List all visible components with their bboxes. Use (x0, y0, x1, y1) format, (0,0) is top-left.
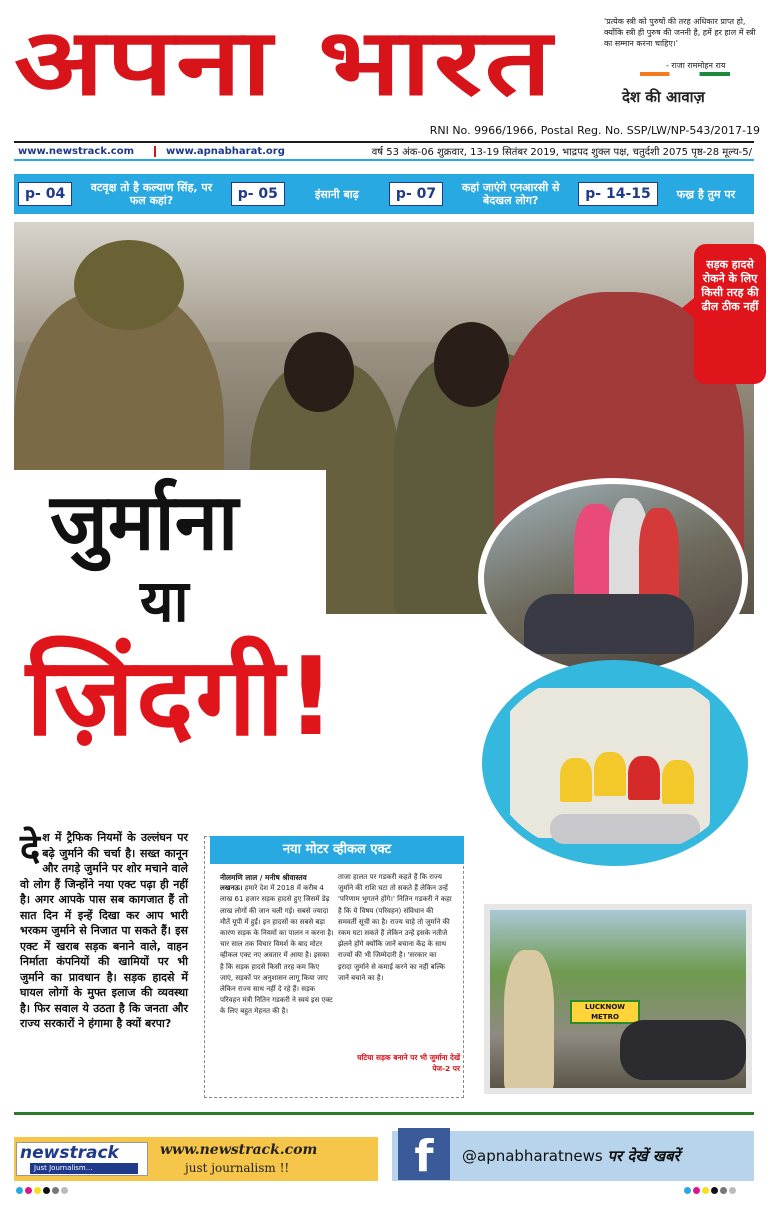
continued-on-page-note[interactable]: घटिया सड़क बनाने पर भी जुर्माना देखें पेज-2 पर (357, 1053, 460, 1073)
dateline-place: लखनऊ। (220, 884, 243, 893)
index-page-label[interactable]: p- 05 (231, 182, 285, 206)
headline-line-1: जुर्माना (50, 478, 239, 568)
index-item-text[interactable]: इंसानी बाढ़ (315, 187, 359, 201)
facebook-icon[interactable]: f (398, 1128, 450, 1180)
masthead-quote: 'प्रत्येक स्त्री को पुरुषों की तरह अधिकार प्राप्त हो, क्योंकि स्त्री ही पुरुष की जननी है, हमें हर हाल में स्त्री का सम्मान करना चाहिए।' (604, 17, 756, 48)
child-figure (628, 756, 660, 800)
gas-cylinder (550, 814, 700, 844)
apnabharat-link[interactable]: www.apnabharat.org (166, 145, 285, 157)
cyan-mark (684, 1187, 691, 1194)
child-figure (662, 760, 694, 804)
quote-author: - राजा राममोहन राय (666, 61, 726, 70)
scooter-shape (524, 594, 694, 654)
officer-cap (74, 240, 184, 330)
index-item-text[interactable]: फख्र है तुम पर (676, 187, 736, 201)
lead-text: श में ट्रैफिक नियमों के उल्लंघन पर बढ़े जुर्माने की चर्चा है। सख्त कानून और तगड़े जुर्माने पर शोर मचाने वाले वो लोग हैं जिन्होंने नया एक्ट पढ़ा ही नहीं है। अगर आपके पास सब कागजात हैं तो सात दिन में इन्हें दिखा कर आप भारी भरकम जुर्माने से निजात पा सकते हैं। इस एक्ट में खराब सड़क बनाने वाले, वाहन निर्माता कंपनियों की खामियों पर भी जुर्माने का प्रावधान है। सड़क हादसे में घायल लोगों के मुफ्त इलाज की व्यवस्था है। फिर सवाल ये उठता है कि जनता और राज्य सरकारों ने हंगामा है क्यों बरपा? (20, 831, 188, 1030)
footer-divider (14, 1112, 754, 1115)
issue-details: वर्ष 53 अंक-06 शुक्रवार, 13-19 सितंबर 2019, भाद्रपद शुक्ल पक्ष, चतुर्दशी 2075 पृष्ठ-28 मूल्य-5/ (371, 147, 752, 158)
gray-mark (52, 1187, 59, 1194)
metro-sign: LUCKNOW METRO (570, 1000, 640, 1024)
policewoman-head (434, 322, 509, 407)
article-box-heading: नया मोटर व्हीकल एक्ट (210, 836, 464, 864)
newstrack-link[interactable]: www.newstrack.com (14, 146, 156, 157)
newstrack-tagline: just journalism !! (185, 1161, 290, 1175)
index-item-text[interactable]: वटवृक्ष तो है कल्याण सिंह, पर फल कहां? (90, 181, 213, 207)
traffic-cop-figure (504, 950, 554, 1090)
newstrack-logo-text: newstrack (20, 1143, 119, 1163)
callout-badge: सड़क हादसे रोकने के लिए किसी तरह की ढील ठीक नहीं (694, 244, 766, 384)
index-item-text[interactable]: कहां जाएंगे एनआरसी से बेदखल लोग? (461, 181, 560, 207)
lightgray-mark (729, 1187, 736, 1194)
policewoman-head (284, 332, 354, 412)
newspaper-title: अपना भारत (14, 9, 555, 116)
web-strip (14, 141, 754, 161)
tagline: देश की आवाज़ (622, 88, 705, 106)
scooter-family-photo (478, 478, 748, 678)
rni-number: RNI No. 9966/1966, Postal Reg. No. SSP/LW/NP-543/2017-19 (429, 124, 760, 137)
black-mark (711, 1187, 718, 1194)
traffic-police-photo (484, 904, 752, 1094)
headline-line-2: या (140, 567, 189, 635)
column-2-text: ताजा हालत पर गडकरी कहते हैं कि राज्य जुर्माने की राशि घटा तो सकते हैं लेकिन उन्हें 'परिणाम भुगतने होंगे।' नितिन गडकरी ने कहा है कि ये विषय (परिवहन) संविधान की समवर्ती सूची का है। राज्य चाहे तो जुर्माने की रकम घटा सकते हैं लेकिन उन्हें इसके नतीजे झेलने होंगे क्योंकि जानें बचाना केंद्र के साथ राज्यों की भी जिम्मेदारी है। 'सरकार का इरादा जुर्माने से कमाई करने का नहीं बल्कि जानें बचाने का है। (338, 873, 452, 982)
child-figure (560, 758, 592, 802)
registration-marks-left (16, 1187, 68, 1194)
index-bar (14, 174, 754, 214)
black-mark (43, 1187, 50, 1194)
van-interior (510, 688, 710, 838)
lead-article (20, 826, 188, 1032)
facebook-suffix: पर देखें खबरें (607, 1147, 680, 1165)
registration-marks-right (684, 1187, 736, 1194)
child-figure (594, 752, 626, 796)
yellow-mark (702, 1187, 709, 1194)
school-van-photo (482, 660, 748, 866)
column-1-text: हमारे देश में 2018 में करीब 4 लाख 61 हजार सड़क हादसे हुए जिसमें डेढ़ लाख लोगों की जान चली गई। सबसे ज्यादा मौतें यूपी में हुईं। इन हादसों का सबसे बड़ा कारण सड़क के नियमों का पालन न करना है। चार साल तक विचार विमर्श के बाद मोटर व्हीकल एक्ट नए अवतार में आया है। इसका है कि सड़क हादसे किसी तरह कम किए जाएं, सड़कों पर अनुशासन लागू किया जाए लेकिन राज्य साथ नहीं दे रहे हैं। सड़क परिवहन मंत्री नितिन गडकरी ने स्वयं इस एक्ट के लिए बहुत मेहनत की है। (220, 884, 334, 1016)
article-column-2 (338, 872, 452, 984)
index-page-label[interactable]: p- 14-15 (578, 182, 657, 206)
byline: नीलमणि लाल / मनीष श्रीवास्तव (220, 873, 307, 882)
rider-figure (639, 508, 679, 608)
newstrack-url[interactable]: www.newstrack.com (160, 1142, 318, 1158)
facebook-handle: @apnabharatnews (462, 1147, 603, 1165)
lightgray-mark (61, 1187, 68, 1194)
magenta-mark (25, 1187, 32, 1194)
index-page-label[interactable]: p- 04 (18, 182, 72, 206)
index-page-label[interactable]: p- 07 (389, 182, 443, 206)
facebook-handle-text[interactable] (462, 1146, 680, 1166)
motorcycle-shape (620, 1020, 746, 1080)
tricolor-stripe (640, 72, 730, 76)
newstrack-logo-subtitle: Just Journalism... (30, 1163, 138, 1174)
masthead (0, 0, 768, 138)
article-column-1 (220, 872, 334, 1018)
magenta-mark (693, 1187, 700, 1194)
drop-cap: दे (20, 826, 41, 870)
cyan-mark (16, 1187, 23, 1194)
yellow-mark (34, 1187, 41, 1194)
headline-line-3: ज़िंदगी! (26, 635, 338, 760)
gray-mark (720, 1187, 727, 1194)
